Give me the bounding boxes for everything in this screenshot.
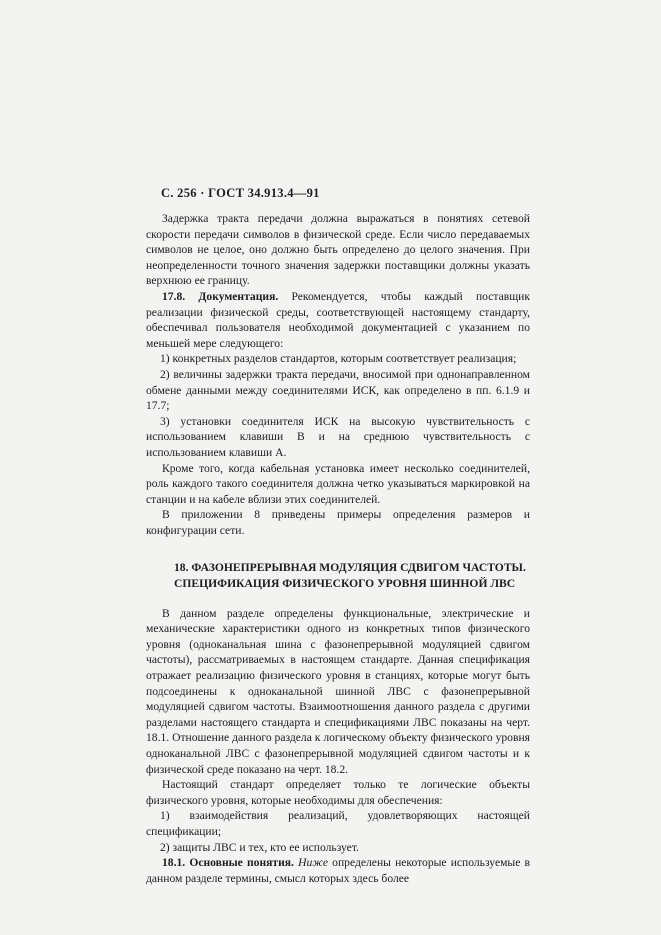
paragraph-basic-concepts: 18.1. Основные понятия. Ниже определены некоторые используемые в данном разделе термины, смысл которых здесь более: [146, 856, 530, 885]
page-content: [146, 211, 530, 886]
clause-heading: 18.1. Основные понятия.: [162, 856, 294, 870]
list-item: 3) установки соединителя ИСК на высокую чувствительность с использованием клавиши В и на среднюю чувствительность с использованием клавиши А.: [146, 414, 530, 459]
list-item: 1) взаимодействия реализаций, удовлетворяющих настоящей спецификации;: [146, 809, 530, 838]
section-title-line-1: 18. ФАЗОНЕПРЕРЫВНАЯ МОДУЛЯЦИЯ СДВИГОМ ЧАСТОТЫ.: [174, 561, 526, 575]
list-item: 2) защиты ЛВС и тех, кто ее использует.: [160, 840, 359, 854]
paragraph-scope: Настоящий стандарт определяет только те логические объекты физического уровня, которые необходимы для обеспечения:: [146, 778, 530, 807]
paragraph-section-intro: В данном разделе определены функциональные, электрические и механические характеристики одного из конкретных типов физического уровня (одноканальная шина с фазонепрерывной модуляцией сдвигом частоты), рассматриваемых в настоящем стандарте. Данная спецификация отражает реализацию физического уровня в станциях, которые могут быть подсоединены к одноканальной шинной ЛВС с фазонепрерывной модуляцией сдвигом частоты. Взаимоотношения данного раздела с другими разделами настоящего стандарта и спецификациями ЛВС показаны на черт. 18.1. Отношение данного раздела к логическому объекту физического уровня одноканальной ЛВС с фазонепрерывной модуляцией сдвигом частоты и к физической среде показано на черт. 18.2.: [146, 606, 530, 776]
section-title-line-2: СПЕЦИФИКАЦИЯ ФИЗИЧЕСКОГО УРОВНЯ ШИННОЙ ЛВС: [174, 577, 516, 591]
paragraph-delay: Задержка тракта передачи должна выражаться в понятиях сетевой скорости передачи символов в физической среде. Если число передаваемых символов не целое, оно должно быть определено до целого значения. При неопределенности точного значения задержки поставщики должны указать верхнюю ее границу.: [146, 212, 530, 288]
section-title: [174, 560, 530, 591]
list-item: 1) конкретных разделов стандартов, которым соответствует реализация;: [160, 352, 517, 366]
paragraph-documentation: 17.8. Документация. Рекомендуется, чтобы каждый поставщик реализации физической среды, соответствующей настоящему стандарту, обеспечивал пользователя необходимой документацией с указанием по меньшей мере следующего:: [146, 289, 530, 350]
page-header: С. 256 · ГОСТ 34.913.4—91: [161, 186, 320, 200]
paragraph-marking: Кроме того, когда кабельная установка имеет несколько соединителей, роль каждого такого соединителя должна четко указываться маркировкой на станции и на кабеле вблизи этих соединителей.: [146, 461, 530, 506]
list-item: 2) величины задержки тракта передачи, вносимой при однонаправленном обмене данными между соединителями ИСК, как определено в пп. 6.1.9 и 17.7;: [146, 367, 530, 413]
paragraph-appendix: В приложении 8 приведены примеры определения размеров и конфигурации сети.: [146, 508, 530, 537]
clause-heading: 17.8. Документация.: [162, 289, 279, 303]
